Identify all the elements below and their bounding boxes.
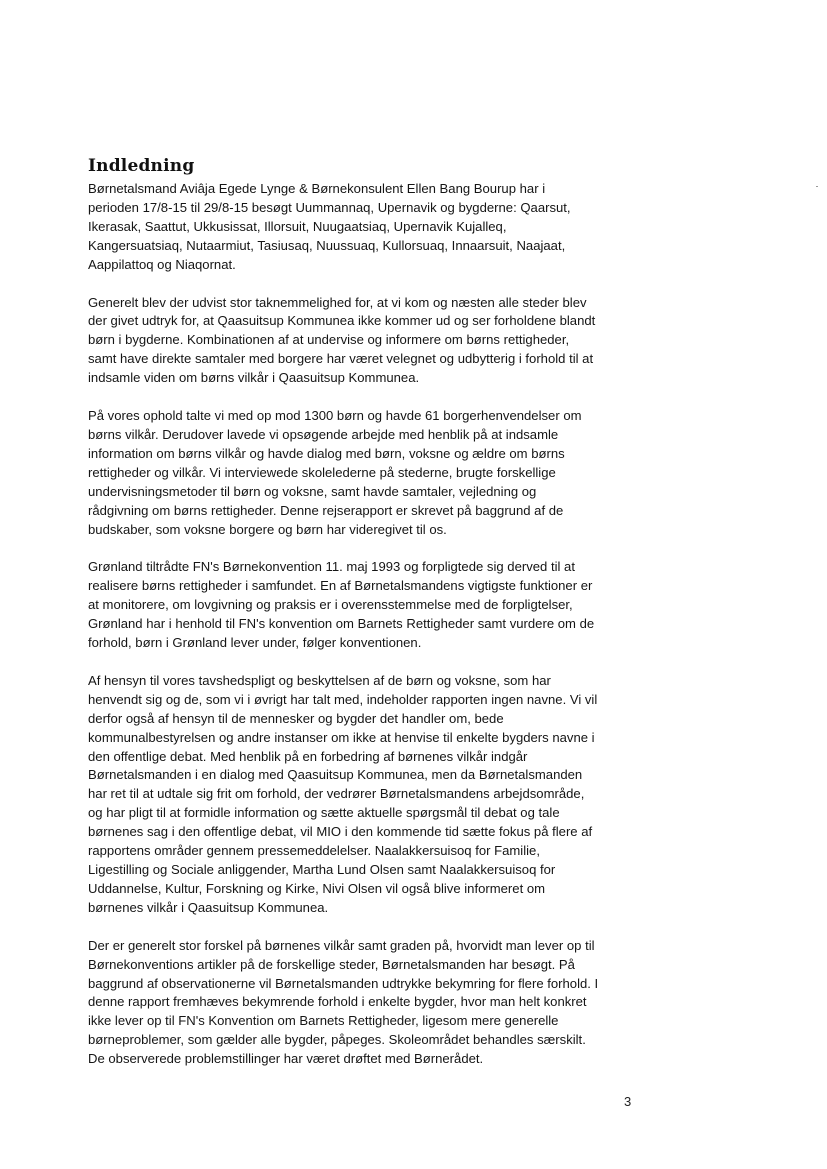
paragraph-differences: Der er generelt stor forskel på børnenes vilkår samt graden på, hvorvidt man lever op til Børnekonventions artikler på de forskellige steder, Børnetalsmanden har besøgt. På baggrund af observationerne vil Børnetalsmanden udtrykke bekymring for flere forhold. I denne rapport fremhæves bekymrende forhold i enkelte bygder, hvor man helt konkret ikke lever op til FN's Konvention om Barnets Rettigheder, ligesom mere generelle børneproblemer, som gælder alle bygder, påpeges. Skoleområdet behandles særskilt. De observerede problemstillinger har været drøftet med Børnerådet. — [88, 937, 599, 1067]
body-text — [88, 180, 648, 1088]
page-number: 3 — [624, 1094, 632, 1109]
paragraph-confidentiality: Af hensyn til vores tavshedspligt og beskyttelsen af de børn og voksne, som har henvendt sig og de, som vi i øvrigt har talt med, indeholder rapporten ingen navne. Vi vil derfor også af hensyn til de mennesker og bygder det handler om, bede kommunalbestyrelsen og andre instanser om ikke at henvise til enkelte bygders navne i den offentlige debat. Med henblik på en forbedring af børnenes vilkår indgår Børnetalsmanden i en dialog med Qaasuitsup Kommunea, men da Børnetalsmanden har ret til at udtale sig frit om forhold, der vedrører Børnetalsmandens arbejdsområde, og har pligt til at formidle information og sætte aktuelle spørgsmål til debat og tale børnenes sag i den offentlige debat, vil MIO i den kommende tid sætte fokus på flere af rapportens områder gennem pressemeddelelser. Naalakkersuisoq for Familie, Ligestilling og Sociale anliggender, Martha Lund Olsen samt Naalakkersuisoq for Uddannelse, Kultur, Forskning og Kirke, Nivi Olsen vil også blive informeret om børnenes vilkår i Qaasuitsup Kommunea. — [88, 672, 598, 915]
paragraph-convention: Grønland tiltrådte FN's Børnekonvention 11. maj 1993 og forpligtede sig derved til at realisere børns rettigheder i samfundet. En af Børnetalsmandens vigtigste funktioner er at monitorere, om lovgivning og praksis er i overensstemmelse med de forpligtelser, Grønland har i henhold til FN's konvention om Barnets Rettigheder samt vurdere om de forhold, børn i Grønland lever under, følger konventionen. — [88, 559, 595, 651]
paragraph-gratitude: Generelt blev der udvist stor taknemmelighed for, at vi kom og næsten alle steder blev der givet udtryk for, at Qaasuitsup Kommunea ikke kommer ud og ser forholdene blandt børn i bygderne. Kombinationen af at undervise og informere om børns rettigheder, samt have direkte samtaler med borgere har været velegnet og udbytterig i forhold til at indsamle viden om børns vilkår i Qaasuitsup Kommunea. — [88, 294, 596, 386]
paragraph-intro: Børnetalsmand Aviâja Egede Lynge & Børnekonsulent Ellen Bang Bourup har i perioden 17/8-15 til 29/8-15 besøgt Uummannaq, Upernavik og bygderne: Qaarsut, Ikerasak, Saattut, Ukkusissat, Illorsuit, Nuugaatsiaq, Upernavik Kujalleq, Kangersuatsiaq, Nutaarmiut, Tasiusaq, Nuussuaq, Kullorsuaq, Innaarsuit, Naajaat, Aappilattoq og Niaqornat. — [88, 181, 571, 272]
scan-speck — [816, 186, 818, 187]
section-heading: Indledning — [88, 156, 195, 176]
paragraph-stay: På vores ophold talte vi med op mod 1300 børn og havde 61 borgerhenvendelser om børns vilkår. Derudover lavede vi opsøgende arbejde med henblik på at indsamle information om børns vilkår og havde dialog med børn, voksne og ældre om børns rettigheder og vilkår. Vi interviewede skolelederne på stederne, brugte forskellige undervisningsmetoder til børn og voksne, samt havde samtaler, vejledning og rådgivning om børns rettigheder. Denne rejserapport er skrevet på baggrund af de budskaber, som voksne borgere og børn har videregivet til os. — [88, 408, 582, 537]
